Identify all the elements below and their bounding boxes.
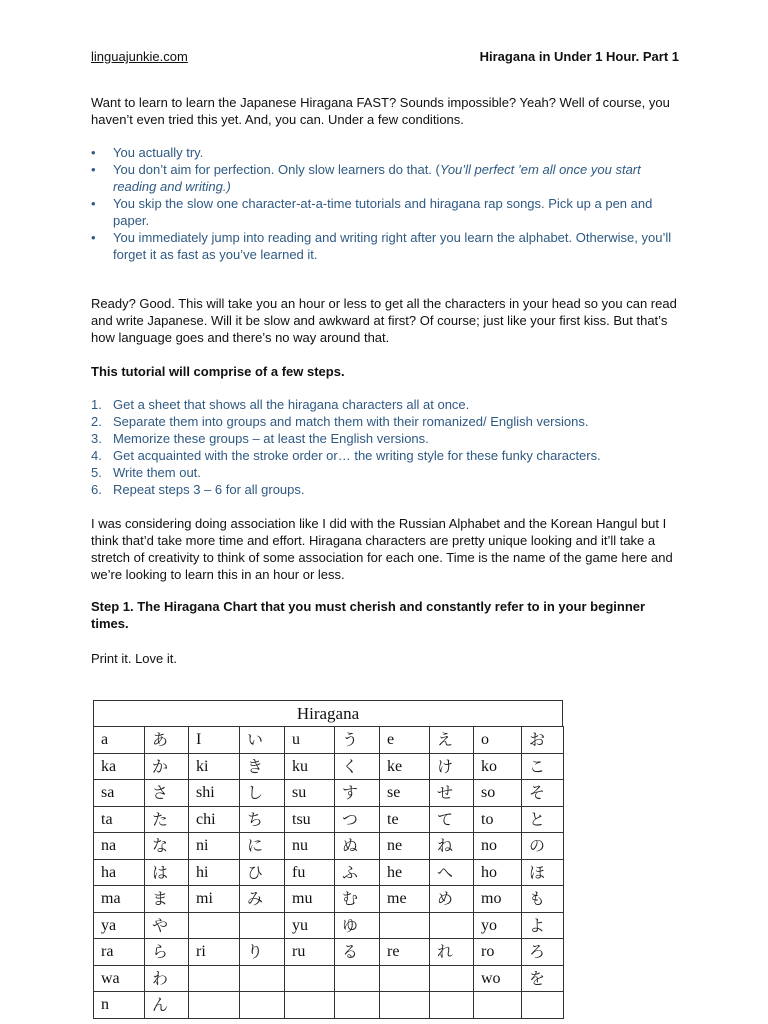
- romaji-cell: [380, 992, 430, 1019]
- romaji-cell: nu: [285, 833, 335, 860]
- hiragana-cell: わ: [145, 965, 189, 992]
- hiragana-cell: お: [522, 727, 564, 754]
- hiragana-cell: ゆ: [335, 912, 380, 939]
- romaji-cell: re: [380, 939, 430, 966]
- romaji-cell: [474, 992, 522, 1019]
- step-number: 3.: [91, 431, 102, 446]
- hiragana-cell: け: [430, 753, 474, 780]
- list-item: [91, 144, 679, 161]
- romaji-cell: o: [474, 727, 522, 754]
- table-row: [94, 965, 564, 992]
- bullet-icon: •: [91, 230, 96, 245]
- romaji-cell: sa: [94, 780, 145, 807]
- list-item: [91, 195, 679, 229]
- hiragana-cell: む: [335, 886, 380, 913]
- hiragana-cell: [240, 965, 285, 992]
- romaji-cell: fu: [285, 859, 335, 886]
- step-number: 5.: [91, 465, 102, 480]
- table-row: [94, 780, 564, 807]
- hiragana-cell: せ: [430, 780, 474, 807]
- romaji-cell: yu: [285, 912, 335, 939]
- hiragana-cell: ま: [145, 886, 189, 913]
- bullet-icon: •: [91, 162, 96, 177]
- romaji-cell: na: [94, 833, 145, 860]
- romaji-cell: no: [474, 833, 522, 860]
- step-text: Get a sheet that shows all the hiragana characters all at once.: [113, 397, 470, 412]
- hiragana-cell: [430, 965, 474, 992]
- romaji-cell: ya: [94, 912, 145, 939]
- romaji-cell: ma: [94, 886, 145, 913]
- table-row: [94, 753, 564, 780]
- hiragana-cell: う: [335, 727, 380, 754]
- romaji-cell: me: [380, 886, 430, 913]
- list-item: [91, 161, 679, 195]
- hiragana-cell: [522, 992, 564, 1019]
- list-item: [91, 447, 679, 464]
- hiragana-cell: い: [240, 727, 285, 754]
- table-row: [94, 939, 564, 966]
- romaji-cell: [189, 965, 240, 992]
- romaji-cell: n: [94, 992, 145, 1019]
- hiragana-cell: そ: [522, 780, 564, 807]
- hiragana-cell: ろ: [522, 939, 564, 966]
- table-row: [94, 806, 564, 833]
- hiragana-cell: は: [145, 859, 189, 886]
- list-item: [91, 396, 679, 413]
- hiragana-cell: の: [522, 833, 564, 860]
- condition-text: You don’t aim for perfection. Only slow learners do that. (: [113, 162, 440, 177]
- table-row: [94, 833, 564, 860]
- romaji-cell: tsu: [285, 806, 335, 833]
- condition-text: You skip the slow one character-at-a-time tutorials and hiragana rap songs. Pick up a pen and paper.: [113, 196, 653, 228]
- step-number: 2.: [91, 414, 102, 429]
- step-text: Memorize these groups – at least the English versions.: [113, 431, 429, 446]
- hiragana-cell: す: [335, 780, 380, 807]
- romaji-cell: ka: [94, 753, 145, 780]
- condition-text: You actually try.: [113, 145, 204, 160]
- romaji-cell: I: [189, 727, 240, 754]
- list-item: [91, 430, 679, 447]
- table-row: [94, 727, 564, 754]
- romaji-cell: ho: [474, 859, 522, 886]
- romaji-cell: [189, 912, 240, 939]
- steps-list: [91, 396, 679, 498]
- hiragana-cell: こ: [522, 753, 564, 780]
- hiragana-cell: [240, 992, 285, 1019]
- condition-text: You immediately jump into reading and writing right after you learn the alphabet. Otherwise, you’ll forget it as fast as you’ve learned it.: [113, 230, 672, 262]
- romaji-cell: ki: [189, 753, 240, 780]
- list-item: [91, 481, 679, 498]
- steps-heading: This tutorial will comprise of a few steps.: [91, 364, 345, 379]
- hiragana-cell: [240, 912, 285, 939]
- romaji-cell: mo: [474, 886, 522, 913]
- romaji-cell: ha: [94, 859, 145, 886]
- step-text: Repeat steps 3 – 6 for all groups.: [113, 482, 305, 497]
- document-title: Hiragana in Under 1 Hour. Part 1: [479, 49, 679, 64]
- romaji-cell: ra: [94, 939, 145, 966]
- romaji-cell: ta: [94, 806, 145, 833]
- step-number: 6.: [91, 482, 102, 497]
- romaji-cell: wo: [474, 965, 522, 992]
- step-text: Write them out.: [113, 465, 201, 480]
- list-item: [91, 413, 679, 430]
- romaji-cell: e: [380, 727, 430, 754]
- romaji-cell: ne: [380, 833, 430, 860]
- hiragana-table: [93, 726, 564, 1019]
- hiragana-cell: く: [335, 753, 380, 780]
- list-item: [91, 464, 679, 481]
- hiragana-cell: る: [335, 939, 380, 966]
- bullet-icon: •: [91, 145, 96, 160]
- hiragana-cell: あ: [145, 727, 189, 754]
- romaji-cell: ri: [189, 939, 240, 966]
- hiragana-cell: め: [430, 886, 474, 913]
- condition-italic-text: You’ll perfect ’em all once you start reading and writing.): [113, 162, 641, 194]
- association-paragraph: I was considering doing association like I did with the Russian Alphabet and the Korean Hangul but I think that’d take more time and effort. Hiragana characters are pretty unique looking and it’ll take a stretch of creativity to think of some association for each one. Time is the name of the game here and we’re looking to learn this in an hour or less.: [91, 516, 673, 582]
- step-text: Get acquainted with the stroke order or… the writing style for these funky characters.: [113, 448, 601, 463]
- table-row: [94, 992, 564, 1019]
- hiragana-cell: [430, 992, 474, 1019]
- romaji-cell: shi: [189, 780, 240, 807]
- hiragana-cell: て: [430, 806, 474, 833]
- print-line: Print it. Love it.: [91, 651, 177, 666]
- hiragana-cell: と: [522, 806, 564, 833]
- conditions-list: [91, 144, 679, 263]
- table-row: [94, 886, 564, 913]
- bullet-icon: •: [91, 196, 96, 211]
- romaji-cell: ku: [285, 753, 335, 780]
- hiragana-cell: ほ: [522, 859, 564, 886]
- hiragana-cell: な: [145, 833, 189, 860]
- romaji-cell: su: [285, 780, 335, 807]
- hiragana-cell: に: [240, 833, 285, 860]
- hiragana-cell: を: [522, 965, 564, 992]
- page-header: [91, 48, 679, 66]
- romaji-cell: u: [285, 727, 335, 754]
- hiragana-cell: さ: [145, 780, 189, 807]
- hiragana-cell: よ: [522, 912, 564, 939]
- romaji-cell: ni: [189, 833, 240, 860]
- romaji-cell: te: [380, 806, 430, 833]
- romaji-cell: chi: [189, 806, 240, 833]
- romaji-cell: ko: [474, 753, 522, 780]
- hiragana-cell: ら: [145, 939, 189, 966]
- hiragana-cell: [335, 992, 380, 1019]
- romaji-cell: ru: [285, 939, 335, 966]
- hiragana-cell: り: [240, 939, 285, 966]
- hiragana-cell: た: [145, 806, 189, 833]
- romaji-cell: mu: [285, 886, 335, 913]
- romaji-cell: ro: [474, 939, 522, 966]
- hiragana-cell: み: [240, 886, 285, 913]
- romaji-cell: hi: [189, 859, 240, 886]
- step-number: 1.: [91, 397, 102, 412]
- hiragana-cell: [430, 912, 474, 939]
- romaji-cell: he: [380, 859, 430, 886]
- romaji-cell: mi: [189, 886, 240, 913]
- hiragana-cell: や: [145, 912, 189, 939]
- romaji-cell: se: [380, 780, 430, 807]
- romaji-cell: to: [474, 806, 522, 833]
- hiragana-cell: か: [145, 753, 189, 780]
- hiragana-cell: え: [430, 727, 474, 754]
- hiragana-cell: き: [240, 753, 285, 780]
- romaji-cell: so: [474, 780, 522, 807]
- romaji-cell: [189, 992, 240, 1019]
- hiragana-cell: れ: [430, 939, 474, 966]
- romaji-cell: [380, 912, 430, 939]
- hiragana-cell: ふ: [335, 859, 380, 886]
- hiragana-chart: [93, 700, 563, 1019]
- romaji-cell: [380, 965, 430, 992]
- romaji-cell: [285, 992, 335, 1019]
- romaji-cell: ke: [380, 753, 430, 780]
- site-link[interactable]: linguajunkie.com: [91, 49, 188, 64]
- list-item: [91, 229, 679, 263]
- table-row: [94, 859, 564, 886]
- hiragana-cell: へ: [430, 859, 474, 886]
- romaji-cell: a: [94, 727, 145, 754]
- romaji-cell: wa: [94, 965, 145, 992]
- hiragana-cell: ん: [145, 992, 189, 1019]
- hiragana-cell: ち: [240, 806, 285, 833]
- hiragana-cell: つ: [335, 806, 380, 833]
- hiragana-cell: も: [522, 886, 564, 913]
- hiragana-cell: ね: [430, 833, 474, 860]
- ready-paragraph: Ready? Good. This will take you an hour or less to get all the characters in your head so you can read and write Japanese. Will it be slow and awkward at first? Of course; just like your first kiss. But that’s how language goes and there’s no way around that.: [91, 296, 677, 345]
- intro-paragraph: Want to learn to learn the Japanese Hiragana FAST? Sounds impossible? Yeah? Well of course, you haven’t even tried this yet. And, you can. Under a few conditions.: [91, 95, 670, 127]
- table-row: [94, 912, 564, 939]
- step-text: Separate them into groups and match them with their romanized/ English versions.: [113, 414, 589, 429]
- step-number: 4.: [91, 448, 102, 463]
- romaji-cell: yo: [474, 912, 522, 939]
- romaji-cell: [285, 965, 335, 992]
- hiragana-cell: [335, 965, 380, 992]
- hiragana-cell: し: [240, 780, 285, 807]
- hiragana-cell: ひ: [240, 859, 285, 886]
- hiragana-cell: ぬ: [335, 833, 380, 860]
- chart-title: Hiragana: [93, 700, 563, 726]
- step1-heading: Step 1. The Hiragana Chart that you must cherish and constantly refer to in your beginner times.: [91, 599, 646, 631]
